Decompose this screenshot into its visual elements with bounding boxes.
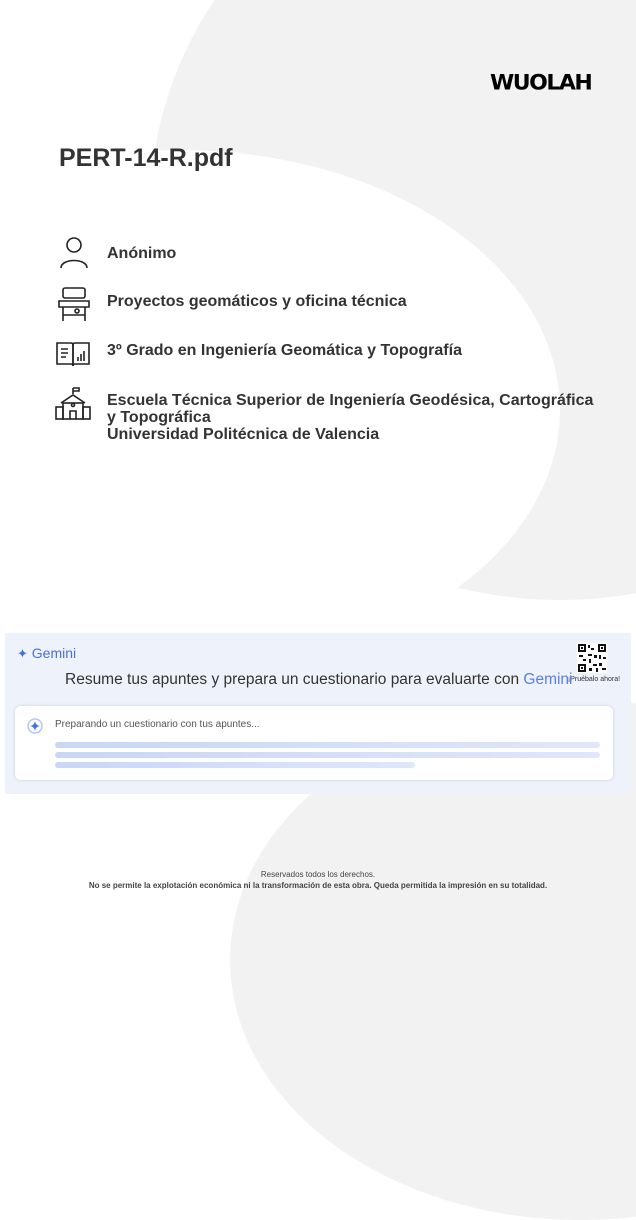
banner-headline-text: Resume tus apuntes y prepara un cuestionario para evaluarte con bbox=[65, 671, 524, 688]
student-desk-icon bbox=[53, 285, 93, 325]
document-title: PERT-14-R.pdf bbox=[59, 144, 233, 172]
qr-code-icon[interactable] bbox=[577, 643, 607, 673]
degree-name: 3º Grado en Ingeniería Geomática y Topografía bbox=[107, 342, 462, 359]
wuolah-logo: WUOLAH bbox=[490, 71, 592, 96]
gemini-spinner-icon bbox=[27, 718, 43, 734]
usage-notice: No se permite la explotación económica ni la transformación de esta obra. Queda permitida la impresión en su totalidad. bbox=[88, 881, 548, 890]
status-text: Preparando un cuestionario con tus apuntes... bbox=[55, 719, 260, 730]
user-icon bbox=[53, 234, 93, 274]
sparkle-icon: ✦ bbox=[17, 646, 28, 661]
placeholder-line bbox=[55, 742, 600, 748]
school-name bbox=[107, 392, 607, 443]
banner-headline bbox=[65, 671, 573, 689]
school-building-icon bbox=[53, 385, 93, 425]
school-name-line1: Escuela Técnica Superior de Ingeniería Geodésica, Cartográfica bbox=[107, 392, 594, 409]
cta-label[interactable]: ¡Pruébalo ahora! bbox=[567, 676, 621, 683]
quiz-preview-box bbox=[15, 706, 613, 780]
author-name: Anónimo bbox=[107, 245, 177, 262]
book-icon bbox=[53, 333, 93, 373]
banner-headline-brand: Gemini bbox=[523, 671, 573, 688]
copyright-notice: Reservados todos los derechos. bbox=[260, 870, 376, 879]
subject-name: Proyectos geomáticos y oficina técnica bbox=[107, 293, 407, 310]
gemini-brand bbox=[17, 645, 76, 662]
school-name-line2: y Topográfica bbox=[107, 409, 211, 426]
university-name: Universidad Politécnica de Valencia bbox=[107, 426, 380, 443]
gemini-ad-banner[interactable] bbox=[5, 633, 631, 794]
placeholder-line bbox=[55, 752, 600, 758]
placeholder-line bbox=[55, 762, 415, 768]
gemini-brand-label: Gemini bbox=[31, 645, 77, 661]
